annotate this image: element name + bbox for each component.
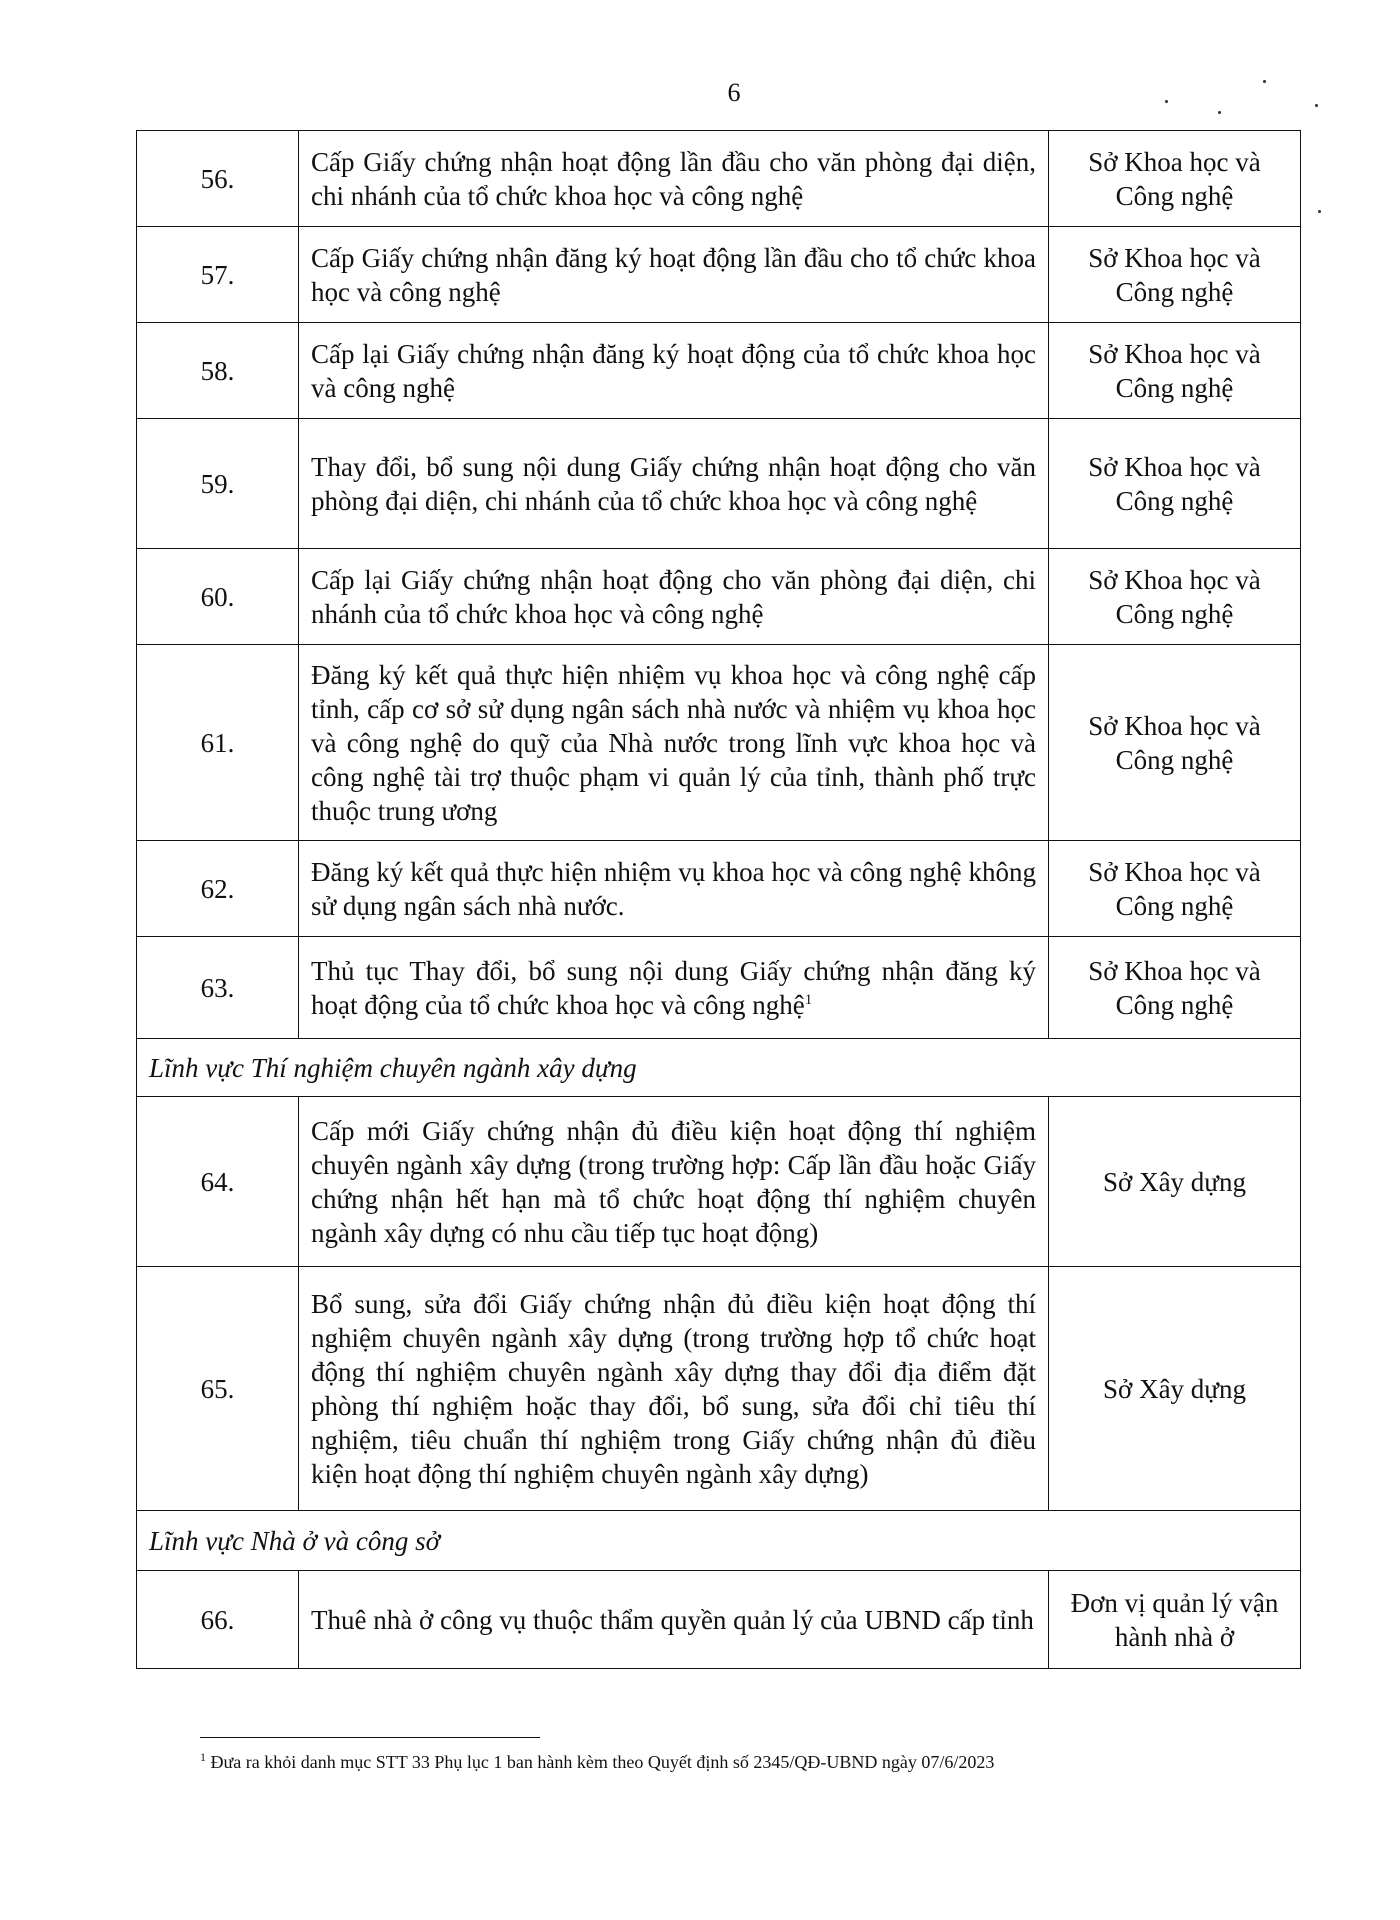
- procedure-name-cell: [299, 227, 1049, 323]
- table-row: [137, 1097, 1301, 1267]
- procedure-name: Thủ tục Thay đổi, bổ sung nội dung Giấy chứng nhận đăng ký hoạt động của tổ chức khoa học và công nghệ: [311, 955, 1036, 1020]
- agency: Sở Khoa học và Công nghệ: [1049, 323, 1301, 419]
- scan-speck: [1165, 100, 1168, 103]
- procedure-name: Thuê nhà ở công vụ thuộc thẩm quyền quản lý của UBND cấp tỉnh: [311, 1604, 1034, 1635]
- agency: Sở Khoa học và Công nghệ: [1049, 227, 1301, 323]
- procedure-name-cell: [299, 323, 1049, 419]
- scan-speck: [1318, 210, 1321, 213]
- row-number: 57.: [137, 227, 299, 323]
- table-row: [137, 323, 1301, 419]
- footnote-ref: 1: [804, 991, 813, 1008]
- table-row: [137, 131, 1301, 227]
- row-number: 62.: [137, 841, 299, 937]
- procedure-name: Cấp lại Giấy chứng nhận hoạt động cho văn phòng đại diện, chi nhánh của tổ chức khoa học và công nghệ: [311, 564, 1036, 629]
- scan-speck: [1218, 111, 1221, 114]
- procedure-name-cell: [299, 841, 1049, 937]
- section-row: [137, 1511, 1301, 1571]
- procedure-name-cell: [299, 645, 1049, 841]
- agency: Đơn vị quản lý vận hành nhà ở: [1049, 1571, 1301, 1669]
- row-number: 61.: [137, 645, 299, 841]
- table-row: [137, 419, 1301, 549]
- procedure-name: Đăng ký kết quả thực hiện nhiệm vụ khoa học và công nghệ không sử dụng ngân sách nhà nước.: [311, 856, 1036, 921]
- footnote-marker: 1: [200, 1750, 206, 1764]
- agency: Sở Xây dựng: [1049, 1267, 1301, 1511]
- section-title: Lĩnh vực Nhà ở và công sở: [137, 1511, 1301, 1571]
- scan-speck: [1263, 80, 1266, 83]
- table-row: [137, 227, 1301, 323]
- row-number: 64.: [137, 1097, 299, 1267]
- scan-speck: [1315, 104, 1318, 107]
- procedure-name-cell: [299, 549, 1049, 645]
- agency: Sở Khoa học và Công nghệ: [1049, 549, 1301, 645]
- row-number: 65.: [137, 1267, 299, 1511]
- table-row: [137, 1571, 1301, 1669]
- procedure-name-cell: [299, 1267, 1049, 1511]
- agency: Sở Khoa học và Công nghệ: [1049, 131, 1301, 227]
- section-title: Lĩnh vực Thí nghiệm chuyên ngành xây dựng: [137, 1039, 1301, 1097]
- section-row: [137, 1039, 1301, 1097]
- agency: Sở Khoa học và Công nghệ: [1049, 419, 1301, 549]
- footnote: [200, 1752, 994, 1773]
- agency: Sở Xây dựng: [1049, 1097, 1301, 1267]
- procedure-name: Cấp mới Giấy chứng nhận đủ điều kiện hoạt động thí nghiệm chuyên ngành xây dựng (trong trường hợp: Cấp lần đầu hoặc Giấy chứng nhận hết hạn mà tổ chức hoạt động thí nghiệm chuyên ngành xây dựng có nhu cầu tiếp tục hoạt động): [311, 1115, 1036, 1248]
- row-number: 59.: [137, 419, 299, 549]
- row-number: 63.: [137, 937, 299, 1039]
- row-number: 56.: [137, 131, 299, 227]
- row-number: 60.: [137, 549, 299, 645]
- procedure-name-cell: [299, 131, 1049, 227]
- table-row: [137, 549, 1301, 645]
- table-row: [137, 645, 1301, 841]
- agency: Sở Khoa học và Công nghệ: [1049, 841, 1301, 937]
- procedure-name-cell: [299, 1571, 1049, 1669]
- procedure-name-cell: [299, 419, 1049, 549]
- procedure-name: Cấp Giấy chứng nhận hoạt động lần đầu cho văn phòng đại diện, chi nhánh của tổ chức khoa học và công nghệ: [311, 146, 1036, 211]
- row-number: 66.: [137, 1571, 299, 1669]
- page-number: 6: [727, 78, 741, 107]
- procedure-name: Đăng ký kết quả thực hiện nhiệm vụ khoa học và công nghệ cấp tỉnh, cấp cơ sở sử dụng ngân sách nhà nước và nhiệm vụ khoa học và công nghệ do quỹ của Nhà nước trong lĩnh vực khoa học và công nghệ tài trợ thuộc phạm vi quản lý của tỉnh, thành phố trực thuộc trung ương: [311, 659, 1036, 826]
- procedure-table: [136, 130, 1301, 1669]
- procedure-name: Cấp Giấy chứng nhận đăng ký hoạt động lần đầu cho tổ chức khoa học và công nghệ: [311, 242, 1036, 307]
- procedure-name-cell: [299, 937, 1049, 1039]
- table-row: [137, 1267, 1301, 1511]
- procedure-name: Bổ sung, sửa đổi Giấy chứng nhận đủ điều kiện hoạt động thí nghiệm chuyên ngành xây dựng (trong trường hợp tổ chức hoạt động thí nghiệm chuyên ngành xây dựng thay đổi địa điểm đặt phòng thí nghiệm hoặc thay đổi, bổ sung, sửa đổi chỉ tiêu thí nghiệm, tiêu chuẩn thí nghiệm trong Giấy chứng nhận đủ điều kiện hoạt động thí nghiệm chuyên ngành xây dựng): [311, 1288, 1036, 1489]
- footnote-separator: [200, 1737, 540, 1738]
- procedure-name-cell: [299, 1097, 1049, 1267]
- agency: Sở Khoa học và Công nghệ: [1049, 937, 1301, 1039]
- procedure-name: Thay đổi, bổ sung nội dung Giấy chứng nhận hoạt động cho văn phòng đại diện, chi nhánh của tổ chức khoa học và công nghệ: [311, 451, 1036, 516]
- row-number: 58.: [137, 323, 299, 419]
- table-row: [137, 937, 1301, 1039]
- footnote-text: Đưa ra khỏi danh mục STT 33 Phụ lục 1 ban hành kèm theo Quyết định số 2345/QĐ-UBND ngày 07/6/2023: [210, 1752, 995, 1772]
- procedure-name: Cấp lại Giấy chứng nhận đăng ký hoạt động của tổ chức khoa học và công nghệ: [311, 338, 1036, 403]
- table-row: [137, 841, 1301, 937]
- agency: Sở Khoa học và Công nghệ: [1049, 645, 1301, 841]
